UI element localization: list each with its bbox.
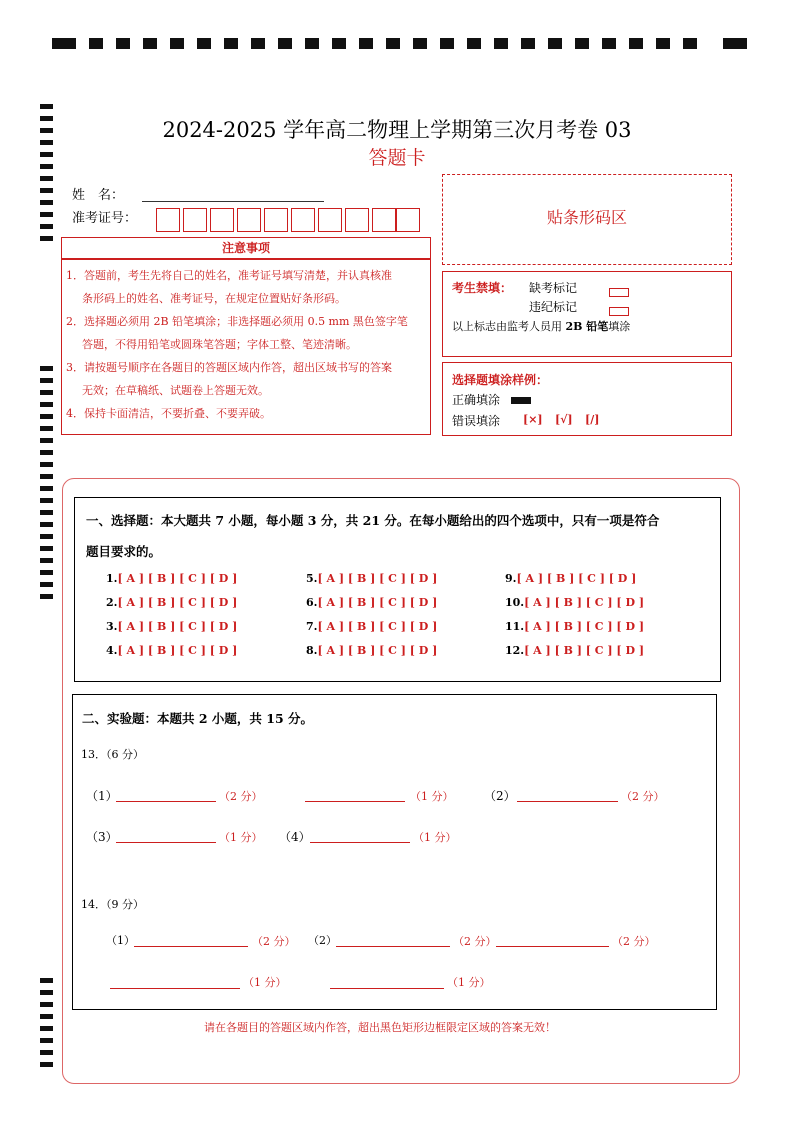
- timing-mark: [40, 176, 53, 181]
- timing-mark: [40, 188, 53, 193]
- correct-fill-mark: [511, 397, 531, 404]
- timing-mark: [40, 594, 53, 599]
- wrong-fill-label: 错误填涂: [452, 414, 501, 428]
- timing-mark: [602, 38, 616, 49]
- name-label: 姓 名：: [72, 188, 125, 203]
- timing-mark: [40, 426, 53, 431]
- choice-question-6[interactable]: 6.[ A ] [ B ] [ C ] [ D ]: [306, 596, 438, 609]
- exam-id-cell[interactable]: [183, 208, 207, 232]
- timing-mark: [40, 450, 53, 455]
- notice-item: 3．请按题号顺序在各题目的答题区域内作答，超出区域书写的答案: [66, 361, 392, 374]
- exam-id-cell[interactable]: [264, 208, 288, 232]
- choice-question-11[interactable]: 11.[ A ] [ B ] [ C ] [ D ]: [505, 620, 645, 633]
- timing-mark: [40, 414, 53, 419]
- page-title: 2024-2025 学年高二物理上学期第三次月考卷 03: [162, 118, 632, 142]
- timing-mark: [40, 558, 53, 563]
- exam-id-cell[interactable]: [210, 208, 234, 232]
- footer-warning: 请在各题目的答题区域内作答，超出黑色矩形边框限定区域的答案无效！: [204, 1021, 556, 1034]
- exam-id-cell[interactable]: [291, 208, 315, 232]
- choice-question-10[interactable]: 10.[ A ] [ B ] [ C ] [ D ]: [505, 596, 645, 609]
- timing-mark: [440, 38, 454, 49]
- q14-part2-blank-a[interactable]: [336, 946, 450, 947]
- q13-part4-points: （1 分）: [413, 831, 457, 844]
- timing-mark: [40, 570, 53, 575]
- notice-item: 1．答题前，考生先将自己的姓名，准考证号填写清楚，并认真核准: [66, 269, 392, 282]
- notice-item: 无效；在草稿纸、试题卷上答题无效。: [82, 384, 269, 397]
- q13-part1-points: （2 分）: [219, 790, 263, 803]
- forbidden-box: [442, 271, 732, 357]
- forbidden-note: 以上标志由监考人员用 2B 铅笔填涂: [452, 320, 631, 333]
- q14-part1-points: （2 分）: [252, 935, 296, 948]
- barcode-label: 贴条形码区: [546, 208, 627, 227]
- choice-question-9[interactable]: 9.[ A ] [ B ] [ C ] [ D ]: [505, 572, 637, 585]
- choice-question-1[interactable]: 1.[ A ] [ B ] [ C ] [ D ]: [106, 572, 238, 585]
- timing-mark: [251, 38, 265, 49]
- notice-item: 条形码上的姓名、准考证号，在规定位置贴好条形码。: [82, 292, 346, 305]
- absent-label: 缺考标记: [529, 281, 578, 295]
- notice-title: 注意事项: [221, 241, 270, 255]
- timing-mark: [467, 38, 481, 49]
- q13-part4-blank[interactable]: [310, 842, 410, 843]
- q14-part4-points: （1 分）: [447, 976, 491, 989]
- q13-part4-label: （4）: [279, 830, 311, 844]
- notice-item: 4．保持卡面清洁，不要折叠、不要弄破。: [66, 407, 271, 420]
- timing-mark: [197, 38, 211, 49]
- choice-question-12[interactable]: 12.[ A ] [ B ] [ C ] [ D ]: [505, 644, 645, 657]
- timing-mark: [40, 378, 53, 383]
- timing-mark: [40, 582, 53, 587]
- timing-mark: [40, 990, 53, 995]
- absent-mark[interactable]: [609, 282, 629, 301]
- q13-part1-blank[interactable]: [116, 801, 216, 802]
- timing-mark: [40, 1038, 53, 1043]
- timing-mark: [305, 38, 319, 49]
- timing-mark: [40, 212, 53, 217]
- timing-mark: [40, 522, 53, 527]
- q14-part2-label: （2）: [308, 934, 337, 947]
- fill-sample-title: 选择题填涂样例：: [452, 373, 549, 387]
- notice-item: 答题，不得用铅笔或圆珠笔答题；字体工整、笔迹清晰。: [82, 338, 357, 351]
- name-field[interactable]: [142, 201, 324, 202]
- question-14-label: 14．（9 分）: [81, 898, 144, 911]
- q13-part3-points: （1 分）: [219, 831, 263, 844]
- fill-sample-box: [442, 362, 732, 436]
- exam-id-cell[interactable]: [318, 208, 342, 232]
- timing-mark: [116, 38, 130, 49]
- notice-item: 2．选择题必须用 2B 铅笔填涂；非选择题必须用 0.5 mm 黑色签字笔: [66, 315, 408, 328]
- timing-mark: [40, 978, 53, 983]
- timing-mark: [521, 38, 535, 49]
- timing-mark: [40, 236, 53, 241]
- exam-id-cell[interactable]: [372, 208, 396, 232]
- q14-part2a-points: （2 分）: [453, 935, 497, 948]
- section-choice-title: 一、选择题：本大题共 7 小题，每小题 3 分，共 21 分。在每小题给出的四个选项中，只有一项是符合: [86, 513, 660, 528]
- exam-id-cell[interactable]: [237, 208, 261, 232]
- q13-part2-blank-a[interactable]: [305, 801, 405, 802]
- choice-question-2[interactable]: 2.[ A ] [ B ] [ C ] [ D ]: [106, 596, 238, 609]
- choice-question-4[interactable]: 4.[ A ] [ B ] [ C ] [ D ]: [106, 644, 238, 657]
- timing-mark: [40, 1002, 53, 1007]
- q13-part2-label: （2）: [484, 789, 516, 803]
- q14-part2-blank-b[interactable]: [496, 946, 609, 947]
- exam-id-cell[interactable]: [345, 208, 369, 232]
- violation-label: 违纪标记: [529, 300, 578, 314]
- exam-id-cell[interactable]: [156, 208, 180, 232]
- timing-mark: [40, 462, 53, 467]
- timing-mark: [629, 38, 643, 49]
- section-experiment: [72, 694, 717, 1010]
- timing-mark: [170, 38, 184, 49]
- q13-part3-blank[interactable]: [116, 842, 216, 843]
- timing-mark: [40, 200, 53, 205]
- section-experiment-title: 二、实验题：本题共 2 小题，共 15 分。: [82, 711, 314, 726]
- forbidden-title: 考生禁填：: [452, 281, 513, 295]
- section-choice-title-cont: 题目要求的。: [86, 544, 162, 559]
- timing-mark: [332, 38, 346, 49]
- page-subtitle: 答题卡: [368, 147, 426, 169]
- choice-question-8[interactable]: 8.[ A ] [ B ] [ C ] [ D ]: [306, 644, 438, 657]
- timing-mark: [40, 1050, 53, 1055]
- q13-part3-label: （3）: [86, 830, 118, 844]
- exam-id-cell[interactable]: [396, 208, 420, 232]
- timing-mark: [40, 366, 53, 371]
- timing-mark: [656, 38, 670, 49]
- correct-fill-label: 正确填涂: [452, 393, 501, 407]
- timing-mark: [143, 38, 157, 49]
- choice-question-7[interactable]: 7.[ A ] [ B ] [ C ] [ D ]: [306, 620, 438, 633]
- timing-mark: [89, 38, 103, 49]
- q14-part3-blank[interactable]: [110, 988, 240, 989]
- q13-part2a-points: （1 分）: [410, 790, 454, 803]
- timing-mark: [40, 1062, 53, 1067]
- timing-mark: [386, 38, 400, 49]
- timing-mark: [413, 38, 427, 49]
- q14-part1-label: （1）: [106, 934, 135, 947]
- timing-mark: [224, 38, 238, 49]
- q13-part1-label: （1）: [86, 789, 118, 803]
- q14-part4-blank[interactable]: [330, 988, 444, 989]
- barcode-area[interactable]: [442, 174, 732, 265]
- timing-mark: [40, 224, 53, 229]
- wrong-fill-mark: [/]: [585, 413, 600, 426]
- timing-mark: [40, 474, 53, 479]
- timing-mark: [278, 38, 292, 49]
- q13-part2b-points: （2 分）: [621, 790, 665, 803]
- timing-mark: [40, 534, 53, 539]
- timing-mark: [548, 38, 562, 49]
- wrong-fill-mark: [×]: [523, 413, 543, 426]
- timing-mark: [683, 38, 697, 49]
- exam-id-label: 准考证号：: [72, 211, 138, 226]
- timing-mark: [40, 402, 53, 407]
- timing-mark: [494, 38, 508, 49]
- q14-part3-points: （1 分）: [243, 976, 287, 989]
- question-13-label: 13．（6 分）: [81, 748, 144, 761]
- q14-part1-blank[interactable]: [134, 946, 248, 947]
- timing-mark: [40, 438, 53, 443]
- q13-part2-blank-b[interactable]: [517, 801, 618, 802]
- choice-question-5[interactable]: 5.[ A ] [ B ] [ C ] [ D ]: [306, 572, 438, 585]
- choice-question-3[interactable]: 3.[ A ] [ B ] [ C ] [ D ]: [106, 620, 238, 633]
- wrong-fill-mark: [√]: [555, 413, 573, 426]
- timing-mark: [52, 38, 76, 49]
- notice-header: [61, 237, 431, 259]
- timing-mark: [40, 486, 53, 491]
- notice-list: [66, 264, 430, 425]
- timing-mark: [40, 104, 53, 109]
- timing-mark: [575, 38, 589, 49]
- timing-mark: [723, 38, 747, 49]
- timing-mark: [359, 38, 373, 49]
- timing-mark: [40, 390, 53, 395]
- timing-mark: [40, 510, 53, 515]
- timing-mark: [40, 546, 53, 551]
- timing-mark: [40, 498, 53, 503]
- q14-part2b-points: （2 分）: [612, 935, 656, 948]
